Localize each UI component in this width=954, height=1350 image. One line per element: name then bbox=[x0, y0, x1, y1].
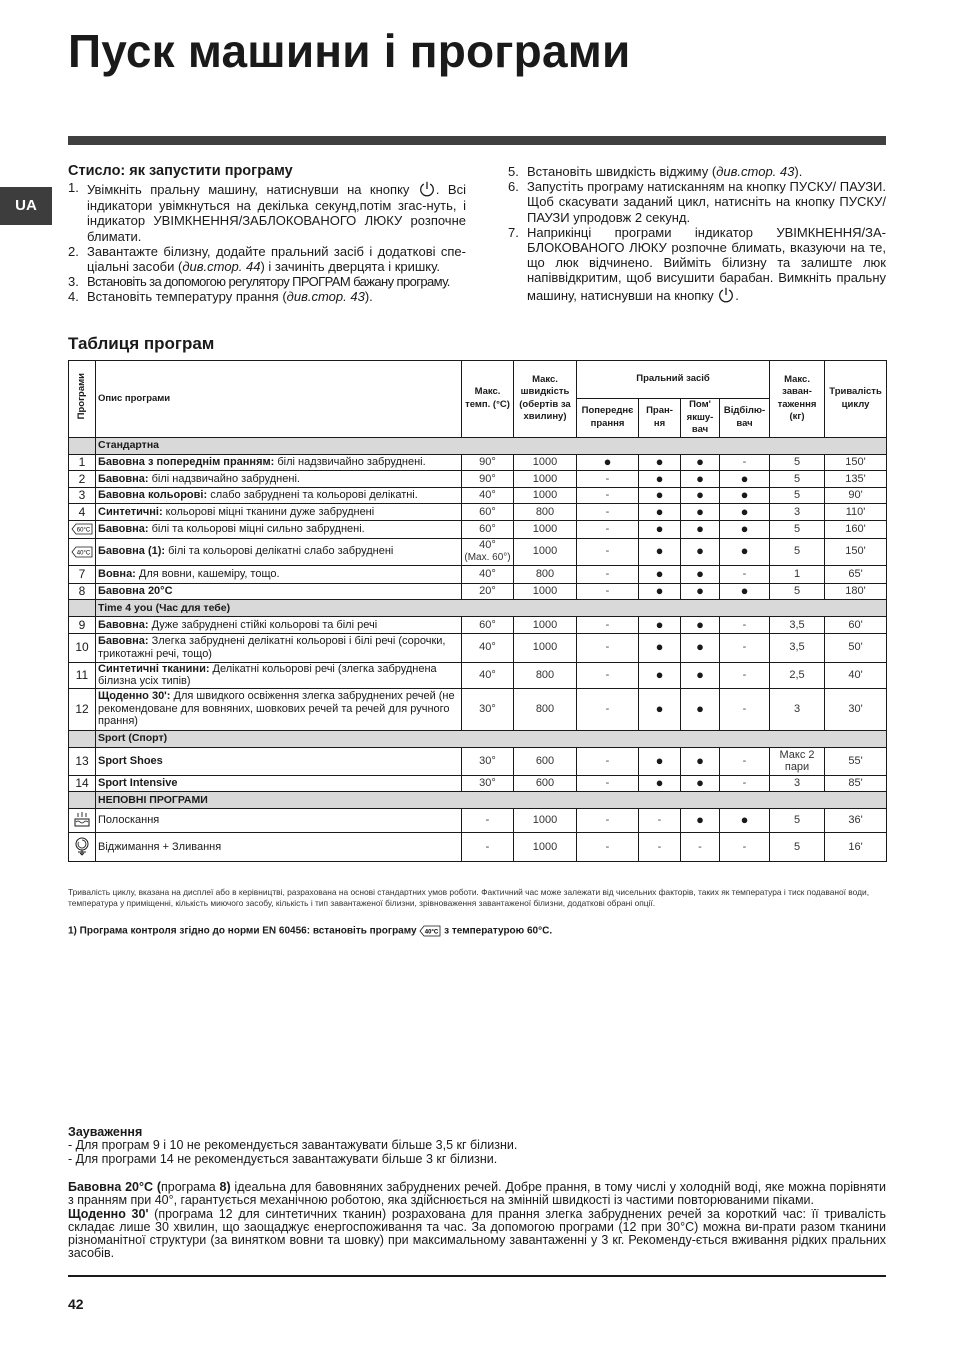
max-speed: 1000 bbox=[514, 520, 577, 538]
bleach-mark: - bbox=[720, 747, 770, 775]
table-title: Таблиця програм bbox=[68, 334, 215, 353]
softener-mark: ● bbox=[681, 775, 720, 792]
section-title: Стандартна bbox=[96, 437, 887, 454]
bleach-mark: ● bbox=[720, 471, 770, 488]
max-speed: 800 bbox=[514, 688, 577, 730]
program-description: Бавовна кольорові: слабо забруднені та кольорові делікатні. bbox=[96, 487, 462, 504]
max-speed: 600 bbox=[514, 747, 577, 775]
section-row bbox=[69, 437, 887, 454]
step-text: Завантажте білизну, додайте пральний засіб і додаткові спе-ціальні засоби ( bbox=[87, 243, 466, 275]
step-number: 3. bbox=[68, 274, 79, 290]
max-speed: 800 bbox=[514, 565, 577, 583]
wash-mark: ● bbox=[639, 662, 681, 688]
cycle-duration: 40' bbox=[825, 662, 887, 688]
table-row bbox=[69, 775, 887, 792]
section-title: Sport (Спорт) bbox=[96, 730, 887, 747]
program-number: 14 bbox=[69, 775, 96, 792]
prewash-mark: - bbox=[577, 662, 639, 688]
max-temp: 20° bbox=[462, 583, 514, 600]
wash-mark: ● bbox=[639, 617, 681, 634]
step-text: . Всі індикатори увімкнуться на декілька секунд,потім згас-нуть, і індикатор УВІМКНЕННЯ/ЗАБЛОКОВАНОГО ЛЮКУ розпочне блимати. bbox=[87, 182, 466, 244]
program-number: 9 bbox=[69, 617, 96, 634]
step-text: Встановіть температуру прання ( bbox=[87, 289, 287, 305]
program-number: 3 bbox=[69, 487, 96, 504]
prewash-mark: - bbox=[577, 471, 639, 488]
section-title: НЕПОВНІ ПРОГРАМИ bbox=[96, 792, 887, 809]
max-speed: 800 bbox=[514, 504, 577, 521]
max-load: 3,5 bbox=[770, 633, 825, 662]
cycle-duration: 150' bbox=[825, 454, 887, 471]
daily-30-paragraph: Щоденно 30' (програма 12 для синтетичних тканин) розрахована для прання злегка забруднених речей за короткий час: її тривалість складає лише 30 хвилин, що заощаджує енергоспоживання та час. За допомогою програми (12 при 30°C) можна ви-прати разом тканини різноманітної структури (за винятком вовни та шовку) при максимальному завантаженні у 3 кг. Рекоменду-ється вживання рідких пральних засобів. bbox=[68, 1206, 886, 1261]
cycle-duration: 36' bbox=[825, 809, 887, 833]
program-table bbox=[68, 360, 887, 862]
header-description: Опис програми bbox=[96, 361, 462, 438]
program-description: Вовна: Для вовни, кашеміру, тощо. bbox=[96, 565, 462, 583]
bleach-mark: - bbox=[720, 454, 770, 471]
bleach-mark: ● bbox=[720, 809, 770, 833]
max-load: 5 bbox=[770, 487, 825, 504]
max-load: Макс 2 пари bbox=[770, 747, 825, 775]
softener-mark: ● bbox=[681, 809, 720, 833]
cycle-duration: 65' bbox=[825, 565, 887, 583]
max-load: 5 bbox=[770, 520, 825, 538]
program-number: 2 bbox=[69, 471, 96, 488]
max-load: 3 bbox=[770, 688, 825, 730]
step-number: 5. bbox=[508, 164, 519, 179]
step-text: Встановіть за допомогою регулятору ПРОГРАМ бажану програму. bbox=[87, 274, 450, 290]
max-load: 5 bbox=[770, 583, 825, 600]
max-load: 5 bbox=[770, 833, 825, 862]
prewash-mark: - bbox=[577, 775, 639, 792]
max-temp: 40° bbox=[462, 662, 514, 688]
section-row bbox=[69, 600, 887, 617]
table-row bbox=[69, 662, 887, 688]
max-temp: 40° bbox=[462, 487, 514, 504]
table-row bbox=[69, 471, 887, 488]
cycle-duration: 90' bbox=[825, 487, 887, 504]
step-number: 4. bbox=[68, 289, 79, 305]
prewash-mark: - bbox=[577, 809, 639, 833]
prewash-mark: - bbox=[577, 565, 639, 583]
softener-mark: ● bbox=[681, 583, 720, 600]
max-temp: 40° bbox=[462, 633, 514, 662]
wash-mark: ● bbox=[639, 538, 681, 565]
quick-start-heading: Стисло: як запустити програму bbox=[68, 163, 293, 179]
table-row bbox=[69, 504, 887, 521]
softener-mark: ● bbox=[681, 565, 720, 583]
max-speed: 1000 bbox=[514, 809, 577, 833]
page-ref: див.стор. 44 bbox=[182, 259, 261, 275]
table-row bbox=[69, 520, 887, 538]
section-spacer bbox=[69, 437, 96, 454]
program-description: Бавовна: Злегка забруднені делікатні кольорові і білі речі (сорочки, трикотажні речі, тощо) bbox=[96, 633, 462, 662]
cycle-duration: 16' bbox=[825, 833, 887, 862]
step-2 bbox=[68, 244, 466, 274]
cycle-duration: 160' bbox=[825, 520, 887, 538]
step-text: Встановіть швидкість віджиму ( bbox=[527, 164, 717, 179]
softener-mark: ● bbox=[681, 633, 720, 662]
bleach-mark: - bbox=[720, 633, 770, 662]
program-description: Бавовна: Дуже забруднені стійкі кольорові та білі речі bbox=[96, 617, 462, 634]
section-spacer bbox=[69, 730, 96, 747]
program-number: 7 bbox=[69, 565, 96, 583]
wash-mark: - bbox=[639, 809, 681, 833]
table-row bbox=[69, 633, 887, 662]
wash-mark: ● bbox=[639, 565, 681, 583]
step-text: ) і зачиніть дверцята і кришку. bbox=[260, 259, 440, 275]
header-max-temp: Макс. темп. (°C) bbox=[462, 361, 514, 438]
table-row bbox=[69, 747, 887, 775]
bleach-mark: - bbox=[720, 617, 770, 634]
step-6 bbox=[508, 179, 886, 225]
remarks bbox=[68, 1126, 886, 1166]
bleach-mark: ● bbox=[720, 583, 770, 600]
quick-start-right bbox=[508, 164, 886, 304]
step-5 bbox=[508, 164, 886, 179]
softener-mark: ● bbox=[681, 520, 720, 538]
svg-text:40°C: 40°C bbox=[76, 550, 91, 557]
max-temp: 30° bbox=[462, 747, 514, 775]
svg-text:60°C: 60°C bbox=[76, 528, 91, 535]
program-40c-icon bbox=[71, 546, 93, 558]
max-speed: 1000 bbox=[514, 454, 577, 471]
program-description: Полоскання bbox=[96, 809, 462, 833]
max-temp: 40° (Max. 60°) bbox=[462, 538, 514, 565]
table-row bbox=[69, 583, 887, 600]
step-text: ). bbox=[364, 289, 373, 305]
program-number: 12 bbox=[69, 688, 96, 730]
wash-mark: ● bbox=[639, 487, 681, 504]
cycle-duration: 60' bbox=[825, 617, 887, 634]
table-row bbox=[69, 565, 887, 583]
max-speed: 800 bbox=[514, 662, 577, 688]
section-title: Time 4 you (Час для тебе) bbox=[96, 600, 887, 617]
max-temp: 30° bbox=[462, 775, 514, 792]
header-programs: Програми bbox=[69, 361, 96, 438]
program-descriptions bbox=[68, 1181, 886, 1261]
program-number: 1 bbox=[69, 454, 96, 471]
wash-mark: - bbox=[639, 833, 681, 862]
softener-mark: ● bbox=[681, 487, 720, 504]
section-row bbox=[69, 792, 887, 809]
bleach-mark: ● bbox=[720, 538, 770, 565]
table-row bbox=[69, 454, 887, 471]
table-row bbox=[69, 538, 887, 565]
header-wash: Пран-ня bbox=[639, 399, 681, 438]
max-speed: 1000 bbox=[514, 833, 577, 862]
prewash-mark: - bbox=[577, 504, 639, 521]
remarks-heading: Зауваження bbox=[68, 1125, 143, 1139]
program-description: Синтетичні: кольорові міцні тканини дуже забруднені bbox=[96, 504, 462, 521]
wash-mark: ● bbox=[639, 454, 681, 471]
step-1 bbox=[68, 180, 466, 244]
cycle-duration: 110' bbox=[825, 504, 887, 521]
program-description: Бавовна (1): білі та кольорові делікатні слабо забруднені bbox=[96, 538, 462, 565]
table-row bbox=[69, 487, 887, 504]
title-divider bbox=[68, 136, 886, 145]
program-description: Синтетичні тканини: Делікатні кольорові речі (злегка забруднена білизна усіх типів) bbox=[96, 662, 462, 688]
max-load: 5 bbox=[770, 538, 825, 565]
wash-mark: ● bbox=[639, 747, 681, 775]
step-number: 1. bbox=[68, 180, 79, 196]
step-text: ). bbox=[794, 164, 803, 179]
bleach-mark: - bbox=[720, 833, 770, 862]
max-speed: 1000 bbox=[514, 471, 577, 488]
softener-mark: ● bbox=[681, 538, 720, 565]
bleach-mark: - bbox=[720, 662, 770, 688]
bleach-mark: ● bbox=[720, 487, 770, 504]
header-duration: Тривалість циклу bbox=[825, 361, 887, 438]
prewash-mark: - bbox=[577, 833, 639, 862]
cycle-duration: 150' bbox=[825, 538, 887, 565]
page-ref: див.стор. 43 bbox=[286, 289, 365, 305]
program-description: Бавовна: білі та кольорові міцні сильно забруднені. bbox=[96, 520, 462, 538]
bleach-mark: - bbox=[720, 775, 770, 792]
prewash-mark: - bbox=[577, 520, 639, 538]
remark-line: - Для програми 14 не рекомендується завантажувати більше 3 кг білизни. bbox=[68, 1151, 498, 1166]
softener-mark: - bbox=[681, 833, 720, 862]
bleach-mark: - bbox=[720, 688, 770, 730]
section-spacer bbox=[69, 600, 96, 617]
prewash-mark: - bbox=[577, 688, 639, 730]
table-row bbox=[69, 617, 887, 634]
max-temp: - bbox=[462, 809, 514, 833]
power-button-icon bbox=[717, 286, 735, 304]
header-bleach: Відбілю-вач bbox=[720, 399, 770, 438]
program-number: 4 bbox=[69, 504, 96, 521]
max-load: 3 bbox=[770, 775, 825, 792]
program-40c-icon bbox=[419, 925, 441, 937]
header-detergent: Пральний засіб bbox=[577, 361, 770, 399]
cycle-duration: 55' bbox=[825, 747, 887, 775]
prewash-mark: ● bbox=[577, 454, 639, 471]
max-load: 3,5 bbox=[770, 617, 825, 634]
softener-mark: ● bbox=[681, 617, 720, 634]
program-60c-icon bbox=[71, 523, 93, 535]
table-body bbox=[69, 437, 887, 862]
page-ref: див.стор. 43 bbox=[716, 164, 795, 179]
step-text: Наприкінці програми індикатор УВІМКНЕННЯ/ЗА-БЛОКОВАНОГО ЛЮКУ розпочне блимать, вказуючи на те, що люк відчинено. Вийміть білизну та залиште люк напіввідкритим, щоб висушити барабан. Вимкніть пральну машину, натиснувши на кнопку bbox=[527, 224, 886, 303]
max-load: 3 bbox=[770, 504, 825, 521]
bleach-mark: - bbox=[720, 565, 770, 583]
wash-mark: ● bbox=[639, 520, 681, 538]
max-temp: 60° bbox=[462, 617, 514, 634]
max-load: 5 bbox=[770, 809, 825, 833]
step-3 bbox=[68, 274, 466, 289]
max-temp: 30° bbox=[462, 688, 514, 730]
header-max-load: Макс. заван-таження (кг) bbox=[770, 361, 825, 438]
bleach-mark: ● bbox=[720, 504, 770, 521]
max-temp: 90° bbox=[462, 454, 514, 471]
header-max-speed: Макс. швидкість (обертів за хвилину) bbox=[514, 361, 577, 438]
power-button-icon bbox=[418, 180, 436, 198]
program-number: 11 bbox=[69, 662, 96, 688]
max-speed: 1000 bbox=[514, 583, 577, 600]
max-speed: 1000 bbox=[514, 633, 577, 662]
softener-mark: ● bbox=[681, 454, 720, 471]
wash-mark: ● bbox=[639, 688, 681, 730]
program-number: 13 bbox=[69, 747, 96, 775]
table-row bbox=[69, 833, 887, 862]
cycle-duration: 85' bbox=[825, 775, 887, 792]
program-icon-cell bbox=[69, 538, 96, 565]
program-description: Sport Shoes bbox=[96, 747, 462, 775]
prewash-mark: - bbox=[577, 487, 639, 504]
program-description: Віджимання + Зливання bbox=[96, 833, 462, 862]
step-7 bbox=[508, 225, 886, 304]
page-title: Пуск машини і програми bbox=[68, 25, 631, 77]
program-description: Бавовна 20°C bbox=[96, 583, 462, 600]
footnote-text: 1) Програма контроля згідно до норми EN 60456: встановіть програму bbox=[68, 925, 420, 937]
program-description: Щоденно 30': Для швидкого освіження злегка забруднених речей (не рекомендоване для вовняних, шовкових речей та речей для ручного прання) bbox=[96, 688, 462, 730]
prewash-mark: - bbox=[577, 747, 639, 775]
step-text: Запустіть програму натисканням на кнопку ПУСКУ/ ПАУЗИ. Щоб скасувати заданий цикл, натисніть на кнопку ПУСКУ/ПАУЗИ упродовж 2 секунд. bbox=[527, 179, 886, 225]
max-load: 1 bbox=[770, 565, 825, 583]
program-number: 10 bbox=[69, 633, 96, 662]
softener-mark: ● bbox=[681, 747, 720, 775]
max-speed: 600 bbox=[514, 775, 577, 792]
bleach-mark: ● bbox=[720, 520, 770, 538]
section-spacer bbox=[69, 792, 96, 809]
max-temp: 60° bbox=[462, 504, 514, 521]
softener-mark: ● bbox=[681, 471, 720, 488]
step-text: Увімкніть пральну машину, натиснувши на кнопку bbox=[87, 182, 418, 198]
icon-label: 40°C bbox=[425, 929, 439, 936]
prewash-mark: - bbox=[577, 538, 639, 565]
quick-start-left bbox=[68, 164, 466, 305]
step-number: 2. bbox=[68, 243, 79, 259]
step-text: . bbox=[735, 287, 739, 303]
page-number: 42 bbox=[68, 1296, 84, 1312]
program-description: Бавовна: білі надзвичайно забруднені. bbox=[96, 471, 462, 488]
table-row bbox=[69, 809, 887, 833]
wash-mark: ● bbox=[639, 504, 681, 521]
program-icon-cell bbox=[69, 809, 96, 833]
table-row bbox=[69, 688, 887, 730]
program-icon-cell bbox=[69, 833, 96, 862]
program-number: 8 bbox=[69, 583, 96, 600]
footnote-text: з температурою 60°C. bbox=[441, 925, 553, 937]
cycle-duration: 30' bbox=[825, 688, 887, 730]
spin-drain-icon bbox=[73, 836, 91, 856]
max-load: 5 bbox=[770, 471, 825, 488]
program-description: Sport Intensive bbox=[96, 775, 462, 792]
max-load: 2,5 bbox=[770, 662, 825, 688]
prewash-mark: - bbox=[577, 633, 639, 662]
max-speed: 1000 bbox=[514, 617, 577, 634]
prewash-mark: - bbox=[577, 617, 639, 634]
bavovna-20-paragraph: Бавовна 20°C (програма 8) ідеальна для бавовняних забруднених речей. Добре прання, в тому числі у холодній воді, яке можна порівняти з пранням при 40°, гарантується механічною роботою, яка здійснюється на змінній швидкості із частими повторюваними піками. bbox=[68, 1180, 887, 1208]
softener-mark: ● bbox=[681, 504, 720, 521]
section-row bbox=[69, 730, 887, 747]
cycle-duration: 135' bbox=[825, 471, 887, 488]
max-temp: 60° bbox=[462, 520, 514, 538]
wash-mark: ● bbox=[639, 471, 681, 488]
max-speed: 1000 bbox=[514, 487, 577, 504]
remark-line: - Для програм 9 і 10 не рекомендується завантажувати більше 3,5 кг білизни. bbox=[68, 1138, 518, 1153]
step-number: 6. bbox=[508, 179, 519, 195]
language-tab: UA bbox=[0, 187, 52, 225]
header-prewash: Попереднє прання bbox=[577, 399, 639, 438]
duration-note: Тривалість циклу, вказана на дисплеї або в керівництві, разрахована на основі стандартних умов роботи. Фактичний час може залежати від чисельних факторів, таких як температура і тиск подаваної води, температура у приміщенні, кількість миючого засобу, кількість і тип завантаженої білизни, зрівноваження завантаженої білизни, додаткові обрані опції. bbox=[68, 887, 870, 908]
footnote bbox=[68, 925, 552, 937]
max-temp: - bbox=[462, 833, 514, 862]
prewash-mark: - bbox=[577, 583, 639, 600]
step-number: 7. bbox=[508, 224, 519, 240]
cycle-duration: 180' bbox=[825, 583, 887, 600]
cycle-duration: 50' bbox=[825, 633, 887, 662]
program-description: Бавовна з попереднім пранням: білі надзвичайно забруднені. bbox=[96, 454, 462, 471]
rinse-icon bbox=[73, 810, 91, 828]
step-4 bbox=[68, 289, 466, 304]
max-temp: 90° bbox=[462, 471, 514, 488]
max-speed: 1000 bbox=[514, 538, 577, 565]
softener-mark: ● bbox=[681, 662, 720, 688]
wash-mark: ● bbox=[639, 583, 681, 600]
bottom-divider bbox=[68, 1275, 886, 1277]
wash-mark: ● bbox=[639, 775, 681, 792]
max-load: 5 bbox=[770, 454, 825, 471]
softener-mark: ● bbox=[681, 688, 720, 730]
wash-mark: ● bbox=[639, 633, 681, 662]
header-softener: Пом' якшу-вач bbox=[681, 399, 720, 438]
program-icon-cell bbox=[69, 520, 96, 538]
max-temp: 40° bbox=[462, 565, 514, 583]
